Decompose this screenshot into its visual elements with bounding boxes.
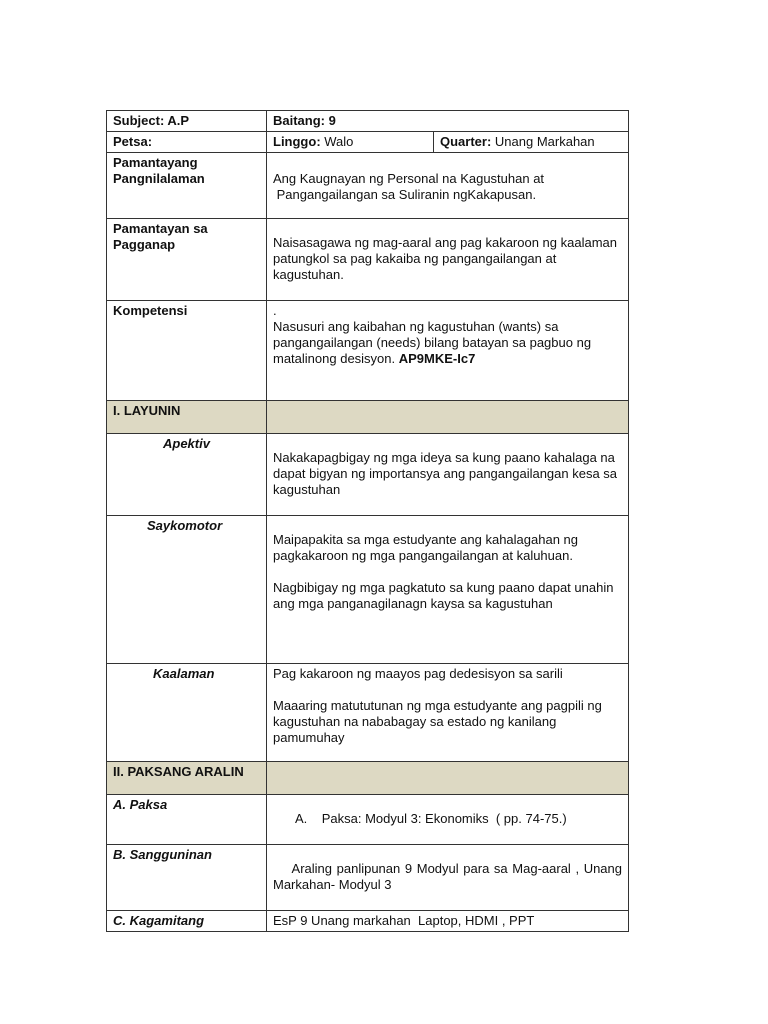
petsa-cell: Petsa:: [107, 132, 267, 153]
kagamitang-text: EsP 9 Unang markahan Laptop, HDMI , PPT: [267, 911, 629, 932]
kaalaman-content: [267, 664, 629, 762]
kaalaman-label: Kaalaman: [107, 664, 267, 762]
baitang-cell: Baitang: 9: [267, 111, 629, 132]
quarter-value: Unang Markahan: [491, 134, 595, 149]
row-subject: [107, 111, 629, 132]
quarter-cell: [434, 132, 629, 153]
row-sangguninan: [107, 845, 629, 911]
row-pamantayang: [107, 153, 629, 219]
sangguninan-text: Araling panlipunan 9 Modyul para sa Mag-aaral , Unang Markahan- Modyul 3: [267, 845, 629, 911]
kompetensi-text: Nasusuri ang kaibahan ng kagustuhan (wants) sa pangangailangan (needs) bilang batayan sa pagbuo ng matalinong desisyon.: [273, 319, 592, 366]
kagamitang-label: C. Kagamitang: [107, 911, 267, 932]
row-pagganap: [107, 219, 629, 301]
pamantayang-label: Pamantayang Pangnilalaman: [107, 153, 267, 219]
linggo-value: Walo: [320, 134, 354, 149]
paksa-label: A. Paksa: [107, 795, 267, 845]
row-saykomotor: [107, 516, 629, 664]
sangguninan-label: B. Sangguninan: [107, 845, 267, 911]
row-layunin: [107, 401, 629, 434]
kompetensi-dot: .: [273, 303, 277, 318]
row-apektiv: [107, 434, 629, 516]
pagganap-content: [267, 219, 629, 301]
paksang-label: II. PAKSANG ARALIN: [107, 762, 267, 795]
row-kaalaman: [107, 664, 629, 762]
pagganap-text: Naisasagawa ng mag-aaral ang pag kakaroon ng kaalaman patungkol sa pag kakaiba ng pangangailangan at kagustuhan.: [273, 235, 617, 282]
kompetensi-label: Kompetensi: [107, 301, 267, 401]
row-kagamitang: [107, 911, 629, 932]
saykomotor-label: Saykomotor: [107, 516, 267, 664]
row-kompetensi: [107, 301, 629, 401]
apektiv-text: Nakakapagbigay ng mga ideya sa kung paano kahalaga na dapat bigyan ng importansya ang pangangailangan kesa sa kagustuhan: [273, 450, 618, 497]
apektiv-content: [267, 434, 629, 516]
kaalaman-text1: Pag kakaroon ng maayos pag dedesisyon sa sarili: [273, 666, 563, 681]
saykomotor-text1: Maipapakita sa mga estudyante ang kahalagahan ng pagkakaroon ng mga pangangailangan at kaluhuan.: [273, 532, 578, 563]
pagganap-label: Pamantayan sa Pagganap: [107, 219, 267, 301]
saykomotor-content: [267, 516, 629, 664]
paksa-text: A. Paksa: Modyul 3: Ekonomiks ( pp. 74-75.): [267, 795, 629, 845]
paksang-blank: [267, 762, 629, 795]
row-paksang: [107, 762, 629, 795]
kompetensi-code: AP9MKE-Ic7: [398, 351, 476, 366]
layunin-blank: [267, 401, 629, 434]
lesson-plan-table: [106, 110, 629, 932]
quarter-label: Quarter:: [440, 134, 492, 149]
row-paksa: [107, 795, 629, 845]
subject-cell: Subject: A.P: [107, 111, 267, 132]
pamantayang-line1: Ang Kaugnayan ng Personal na Kagustuhan at: [273, 171, 545, 186]
kompetensi-content: [267, 301, 629, 401]
saykomotor-text2: Nagbibigay ng mga pagkatuto sa kung paano dapat unahin ang mga panganagilanagn kaysa sa kagustuhan: [273, 580, 614, 611]
pamantayang-line2: Pangangailangan sa Suliranin ngKakapusan.: [273, 187, 537, 202]
layunin-label: I. LAYUNIN: [107, 401, 267, 434]
linggo-label: Linggo:: [273, 134, 321, 149]
apektiv-label: Apektiv: [107, 434, 267, 516]
kaalaman-text2: Maaaring matututunan ng mga estudyante ang pagpili ng kagustuhan na nababagay sa estado ng kanilang pamumuhay: [273, 698, 602, 745]
kompetensi-paragraph: [273, 319, 622, 367]
pamantayang-content: [267, 153, 629, 219]
linggo-cell: [267, 132, 434, 153]
row-petsa: [107, 132, 629, 153]
